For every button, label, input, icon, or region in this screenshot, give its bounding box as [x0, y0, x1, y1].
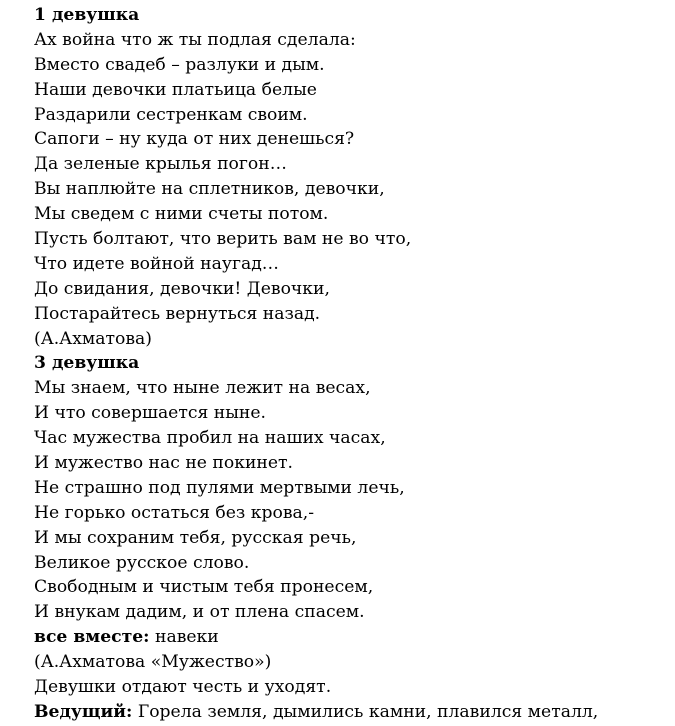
poem-line: До свидания, девочки! Девочки,	[34, 278, 330, 299]
poem-line: Мы знаем, что ныне лежит на весах,	[34, 378, 371, 399]
speaker-heading: 3 девушка	[34, 353, 140, 374]
attribution: (А.Ахматова)	[34, 328, 152, 349]
stage-direction: Девушки отдают честь и уходят.	[34, 677, 332, 698]
poem-line: Пусть болтают, что верить вам не во что,	[34, 229, 412, 250]
host-label: Ведущий:	[34, 701, 133, 722]
poem-line: Да зеленые крылья погон…	[34, 154, 287, 175]
all-together-label: все вместе:	[34, 627, 150, 648]
poem-line: И мужество нас не покинет.	[34, 453, 294, 474]
poem-line: Сапоги – ну куда от них денешься?	[34, 129, 355, 150]
poem-line: Что идете войной наугад…	[34, 253, 279, 274]
poem-line: И мы сохраним тебя, русская речь,	[34, 527, 357, 548]
all-together-line	[34, 625, 669, 650]
all-together-text: навеки	[149, 627, 219, 648]
attribution: (А.Ахматова «Мужество»)	[34, 652, 272, 673]
poem-line: Мы сведем с ними счеты потом.	[34, 204, 329, 225]
poem-line: Не горько остаться без крова,-	[34, 502, 315, 523]
speaker-heading: 1 девушка	[34, 5, 140, 25]
poem-line: Великое русское слово.	[34, 552, 250, 573]
poem-line: Наши девочки платьица белые	[34, 79, 317, 100]
poem-line: И внукам дадим, и от плена спасем.	[34, 602, 365, 623]
poem-line: Час мужества пробил на наших часах,	[34, 428, 386, 449]
poem-line: Вы наплюйте на сплетников, девочки,	[34, 179, 385, 200]
poem-line: И что совершается ныне.	[34, 403, 267, 424]
host-text: Горела земля, дымились камни, плавился металл,	[132, 701, 599, 722]
host-line	[34, 700, 669, 725]
poem-line: Вместо свадеб – разлуки и дым.	[34, 54, 325, 75]
document-page	[34, 3, 669, 725]
poem-line: Свободным и чистым тебя пронесем,	[34, 577, 374, 598]
poem-line: Постарайтесь вернуться назад.	[34, 303, 321, 324]
poem-line: Раздарили сестренкам своим.	[34, 104, 308, 125]
poem-line: Ах война что ж ты подлая сделала:	[34, 29, 356, 50]
poem-line: Не страшно под пулями мертвыми лечь,	[34, 477, 405, 498]
